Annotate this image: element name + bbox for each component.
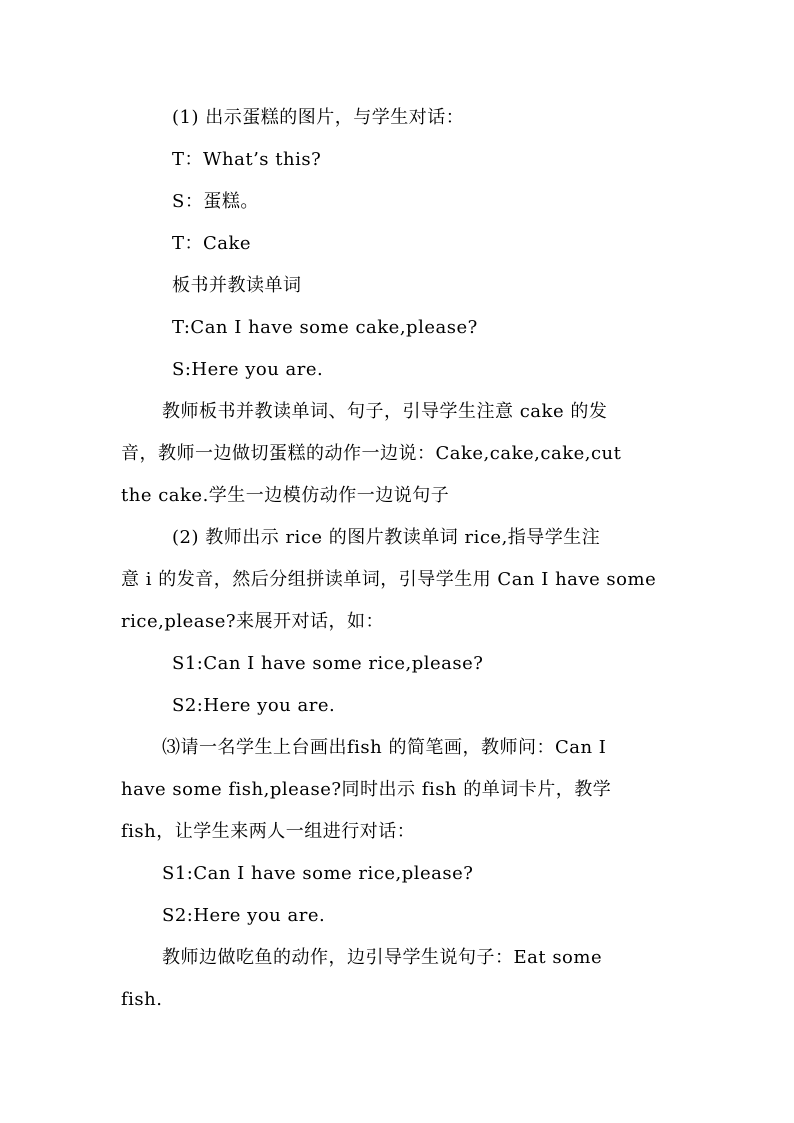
paragraph-line: rice,please?来展开对话，如： — [121, 611, 385, 632]
paragraph-line: 音，教师一边做切蛋糕的动作一边说：Cake,cake,cake,cut — [121, 443, 622, 464]
paragraph-line: fish，让学生来两人一组进行对话： — [121, 821, 416, 842]
instruction-line: 板书并教读单词 — [172, 275, 302, 296]
paragraph-step-2-line: (2) 教师出示 rice 的图片教读单词 rice,指导学生注 — [172, 527, 601, 548]
dialogue-line-s2: S2:Here you are. — [162, 905, 326, 926]
dialogue-line-student: S：蛋糕。 — [172, 191, 259, 212]
paragraph-line: 意 i 的发音，然后分组拼读单词，引导学生用 Can I have some — [121, 569, 657, 590]
paragraph-line: fish. — [121, 989, 163, 1010]
paragraph-line: 教师板书并教读单词、句子，引导学生注意 cake 的发 — [162, 401, 608, 422]
dialogue-line-s2: S2:Here you are. — [172, 695, 336, 716]
dialogue-line-teacher: T：What’s this? — [172, 149, 322, 170]
paragraph-line: the cake.学生一边模仿动作一边说句子 — [121, 485, 450, 506]
dialogue-line-s1: S1:Can I have some rice,please? — [162, 863, 474, 884]
dialogue-line-teacher: T:Can I have some cake,please? — [172, 317, 478, 338]
dialogue-line-student: S:Here you are. — [172, 359, 324, 380]
dialogue-line-s1: S1:Can I have some rice,please? — [172, 653, 484, 674]
paragraph-line: have some fish,please?同时出示 fish 的单词卡片，教学 — [121, 779, 612, 800]
paragraph-step-3-line: ⑶请一名学生上台画出fish 的简笔画，教师问：Can I — [162, 737, 607, 758]
paragraph-step-1-heading: (1) 出示蛋糕的图片，与学生对话： — [172, 107, 465, 128]
dialogue-line-teacher: T：Cake — [172, 233, 252, 254]
paragraph-line: 教师边做吃鱼的动作，边引导学生说句子：Eat some — [162, 947, 603, 968]
